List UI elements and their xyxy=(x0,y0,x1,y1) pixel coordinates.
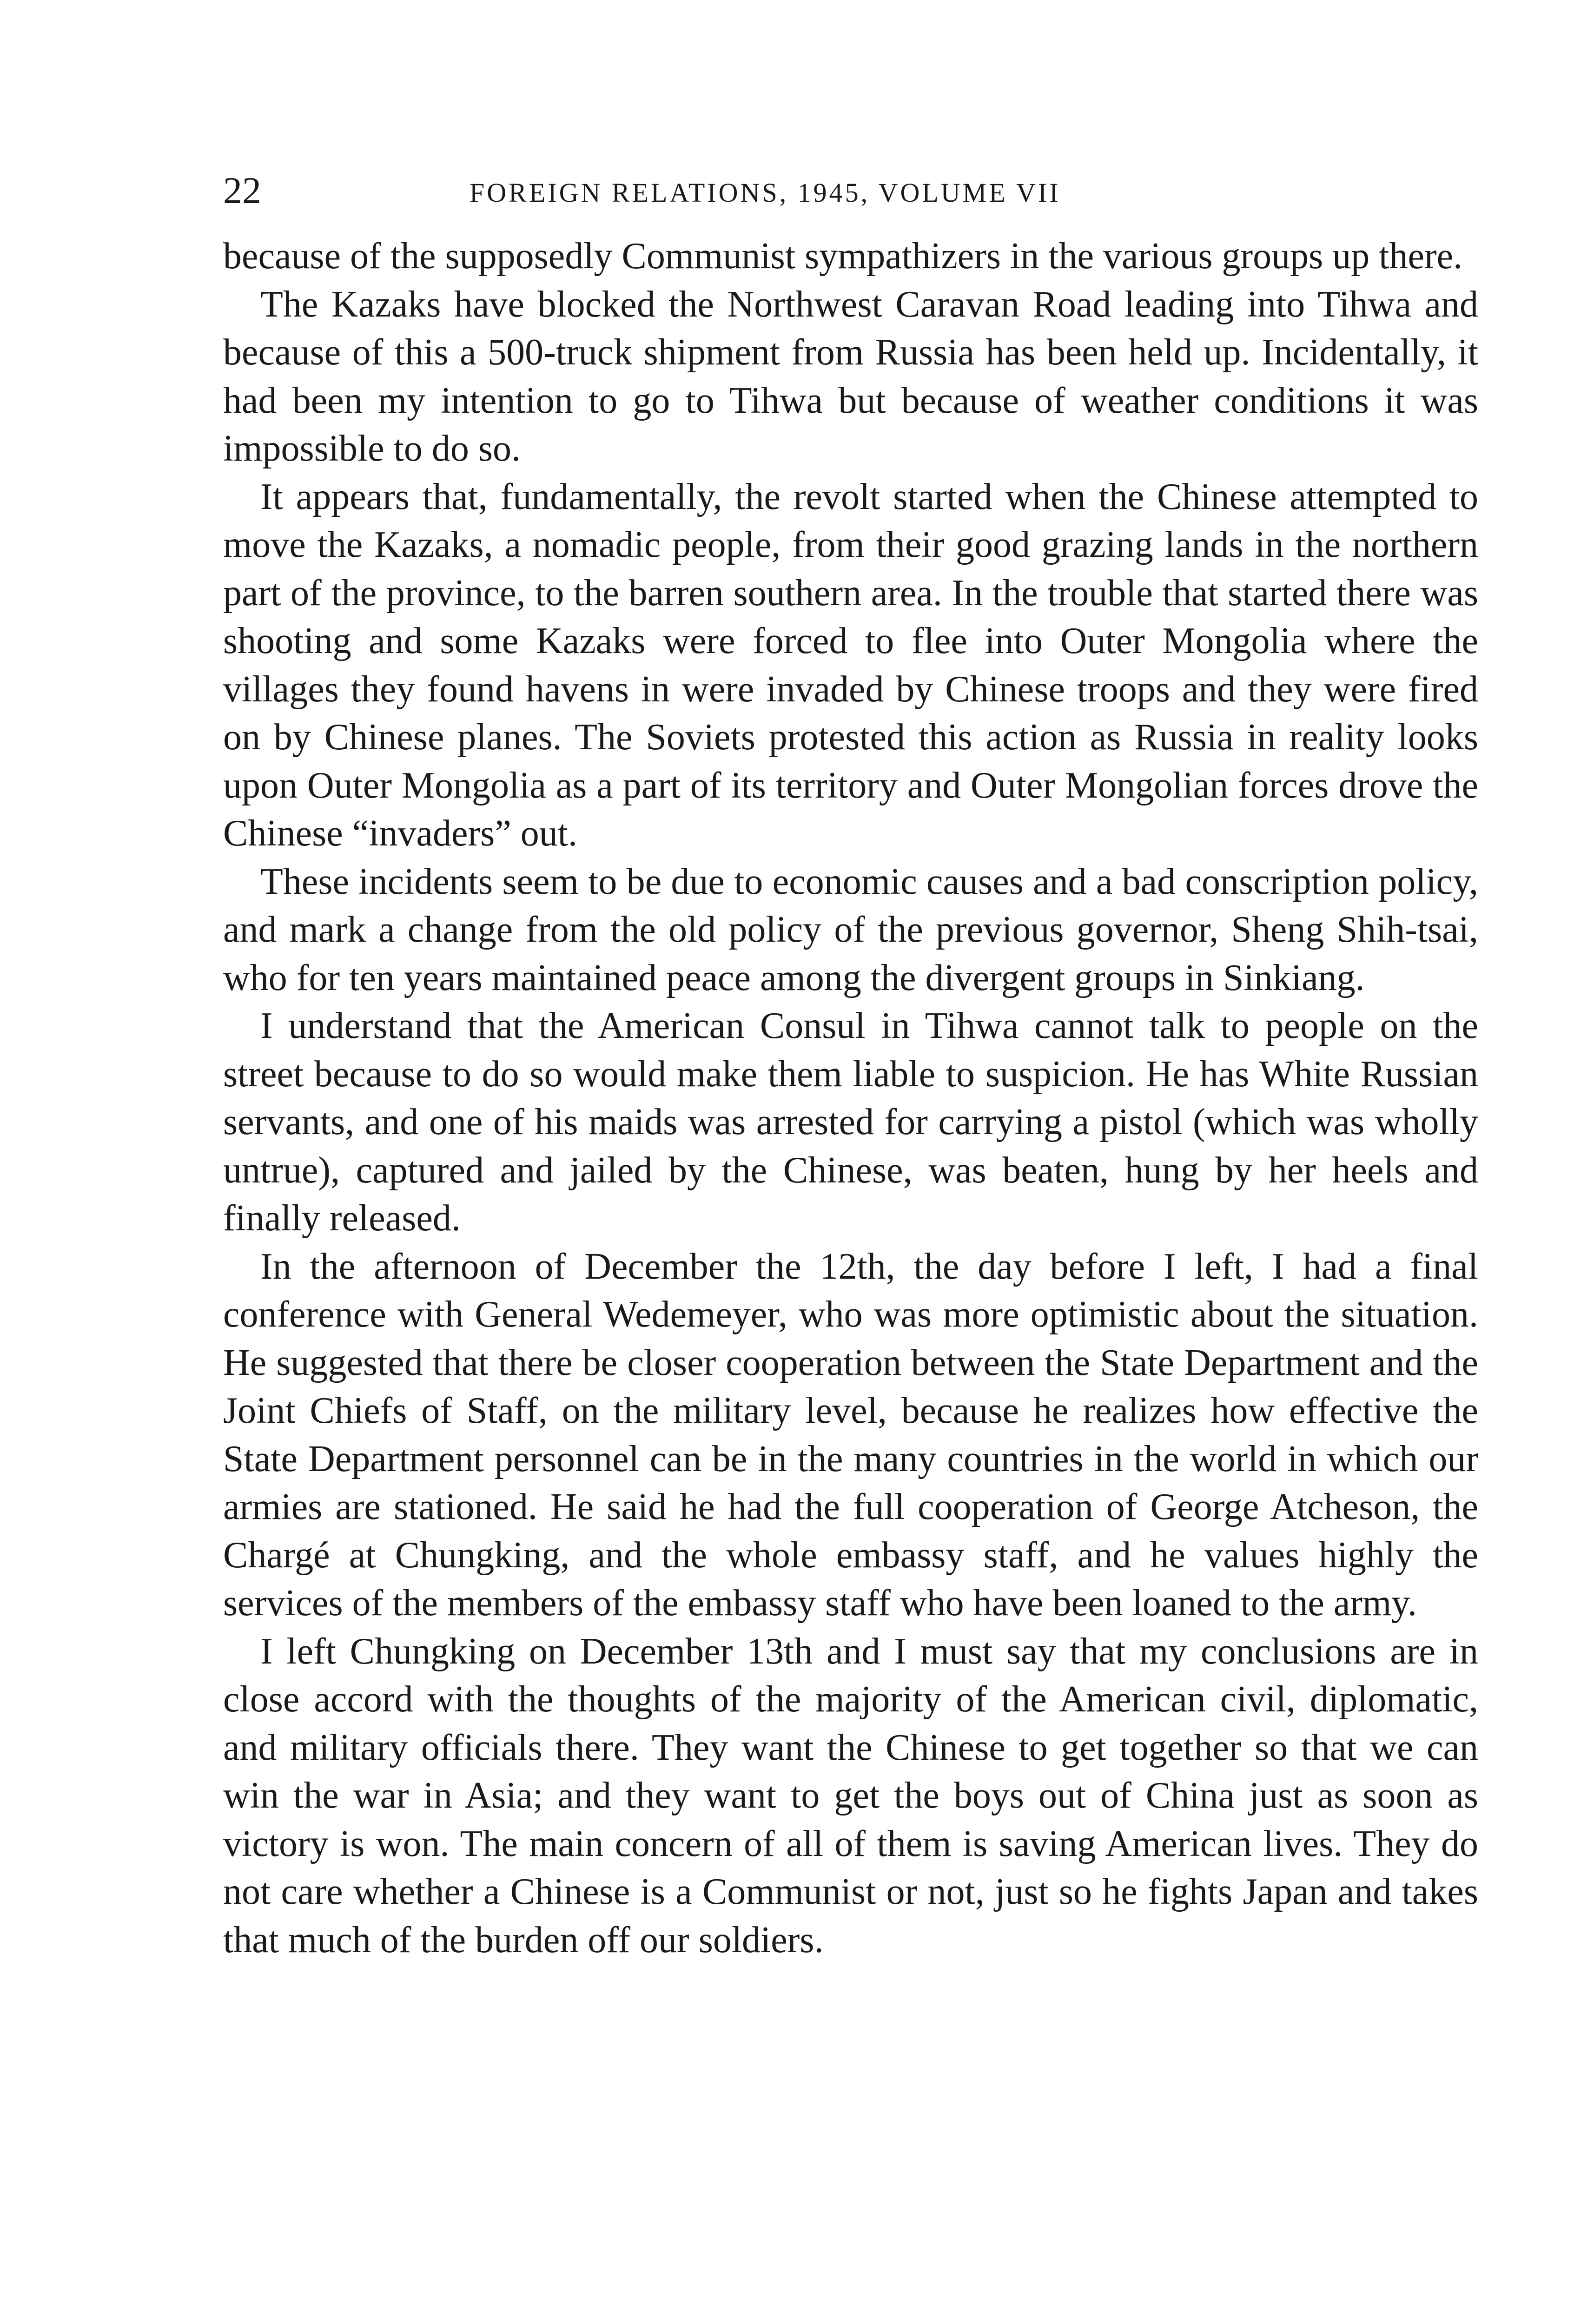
paragraph-revolt-origin: It appears that, fundamentally, the revolt started when the Chinese attempted to move the Kazaks, a nomadic people, from their good grazing lands in the northern part of the province, to the barren southern area. In the trouble that started there was shooting and some Kazaks were forced to flee into Outer Mongolia where the villages they found havens in were invaded by Chinese troops and they were fired on by Chinese planes. The Soviets protested this action as Russia in reality looks upon Outer Mongolia as a part of its territory and Outer Mongolian forces drove the Chinese “invaders” out. xyxy=(223,476,1478,854)
running-title: FOREIGN RELATIONS, 1945, VOLUME VII xyxy=(470,178,1061,208)
paragraph-kazaks-road: The Kazaks have blocked the Northwest Caravan Road leading into Tihwa and because of this a 500-truck shipment from Russia has been held up. Incidentally, it had been my intention to go to Tihwa but because of weather conditions it was impossible to do so. xyxy=(223,284,1478,469)
paragraph-economic-causes: These incidents seem to be due to economic causes and a bad conscription policy, and mark a change from the old policy of the previous governor, Sheng Shih-tsai, who for ten years maintained peace among the divergent groups in Sinkiang. xyxy=(223,861,1478,998)
paragraph-american-consul: I understand that the American Consul in Tihwa cannot talk to people on the street because to do so would make them liable to suspicion. He has White Russian servants, and one of his maids was arrested for carrying a pistol (which was wholly untrue), captured and jailed by the Chinese, was beaten, hung by her heels and finally released. xyxy=(223,1005,1478,1239)
paragraph-wedemeyer-conference: In the afternoon of December the 12th, the day before I left, I had a final conference with General Wedemeyer, who was more optimistic about the situation. He suggested that there be closer cooperation between the State Department and the Joint Chiefs of Staff, on the military level, because he realizes how effective the State Department personnel can be in the many countries in the world in which our armies are stationed. He said he had the full cooperation of George Atcheson, the Chargé at Chungking, and the whole embassy staff, and he values highly the services of the members of the embassy staff who have been loaned to the army. xyxy=(223,1246,1478,1624)
body-text xyxy=(223,232,1478,1964)
page-number: 22 xyxy=(223,169,261,211)
running-head xyxy=(223,167,1478,218)
paragraph-conclusions: I left Chungking on December 13th and I must say that my conclusions are in close accord with the thoughts of the majority of the American civil, diplomatic, and military officials there. They want the Chinese to get together so that we can win the war in Asia; and they want to get the boys out of China just as soon as victory is won. The main concern of all of them is saving American lives. They do not care whether a Chinese is a Communist or not, just so he fights Japan and takes that much of the burden off our soldiers. xyxy=(223,1631,1478,1961)
paragraph-continuation: because of the supposedly Communist sympathizers in the various groups up there. xyxy=(223,236,1463,277)
document-page xyxy=(223,167,1478,2324)
